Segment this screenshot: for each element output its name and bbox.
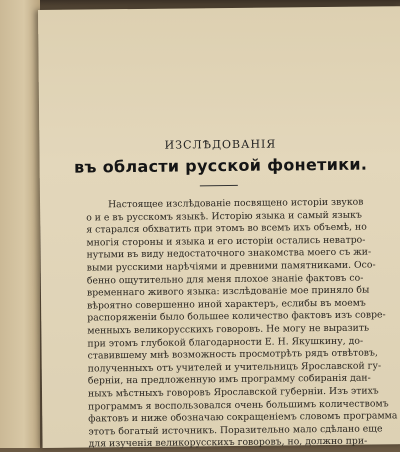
text-line: я старался обхватить при этомъ во всемъ ихъ объемѣ, но: [86, 221, 367, 236]
text-line: временнаго живого языка: изслѣдованіе мое приняло бы: [86, 284, 370, 299]
left-page-edge: [0, 0, 40, 448]
text-line: фактовъ и ниже обозначаю сокращеніемъ словомъ программа: [88, 410, 398, 425]
text-line: менныхъ великорусскихъ говоровъ. Не могу не выразить: [87, 322, 370, 337]
text-line: нутыми въ виду недостаточного знакомства моего съ жи-: [86, 246, 372, 261]
text-line: выми русскими нарѣчіями и древними памятниками. Осо-: [86, 259, 376, 274]
text-line: программъ я воспользовался очень большимъ количествомъ: [88, 397, 389, 412]
text-line: при этомъ глубокой благодарности Е. Н. Якушкину, до-: [87, 335, 364, 350]
text-line: о и е въ русскомъ языкѣ. Исторію языка и самый языкъ: [86, 209, 362, 224]
text-line: бенно ощутительно для меня плохое знаніе фактовъ со-: [86, 272, 364, 287]
text-line: ныхъ мѣстныхъ говоровъ Ярославской губерніи. Изъ этихъ: [87, 385, 379, 400]
text-line: берніи, на предложенную имъ программу собиранія дан-: [87, 372, 371, 387]
text-line: полученныхъ отъ учителей и учительницъ Ярославской гу-: [87, 360, 382, 375]
text-line: вѣроятно совершенно иной характеръ, еслибы въ моемъ: [87, 297, 366, 312]
text-line: этотъ богатый источникъ. Поразительно мало сдѣлано еще: [88, 423, 383, 438]
book-page: [38, 6, 400, 448]
text-line: многія стороны и языка и его исторіи остались неватро-: [86, 234, 366, 249]
page-subheading: въ области русской фонетики.: [73, 154, 368, 177]
body-paragraph: [86, 196, 398, 451]
heading-divider: [200, 185, 238, 186]
text-line: Настоящее изслѣдованіе посвящено исторіи звуков: [107, 196, 364, 211]
text-line: распоряженіи было большее количество фактовъ изъ совре-: [87, 309, 386, 324]
page-heading: ИЗСЛѢДОВАНІЯ: [164, 137, 277, 152]
text-line: ставившему мнѣ возможность просмотрѣть рядъ отвѣтовъ,: [87, 347, 378, 362]
text-line: для изученія великорусскихъ говоровъ, но, должно при-: [88, 435, 368, 450]
